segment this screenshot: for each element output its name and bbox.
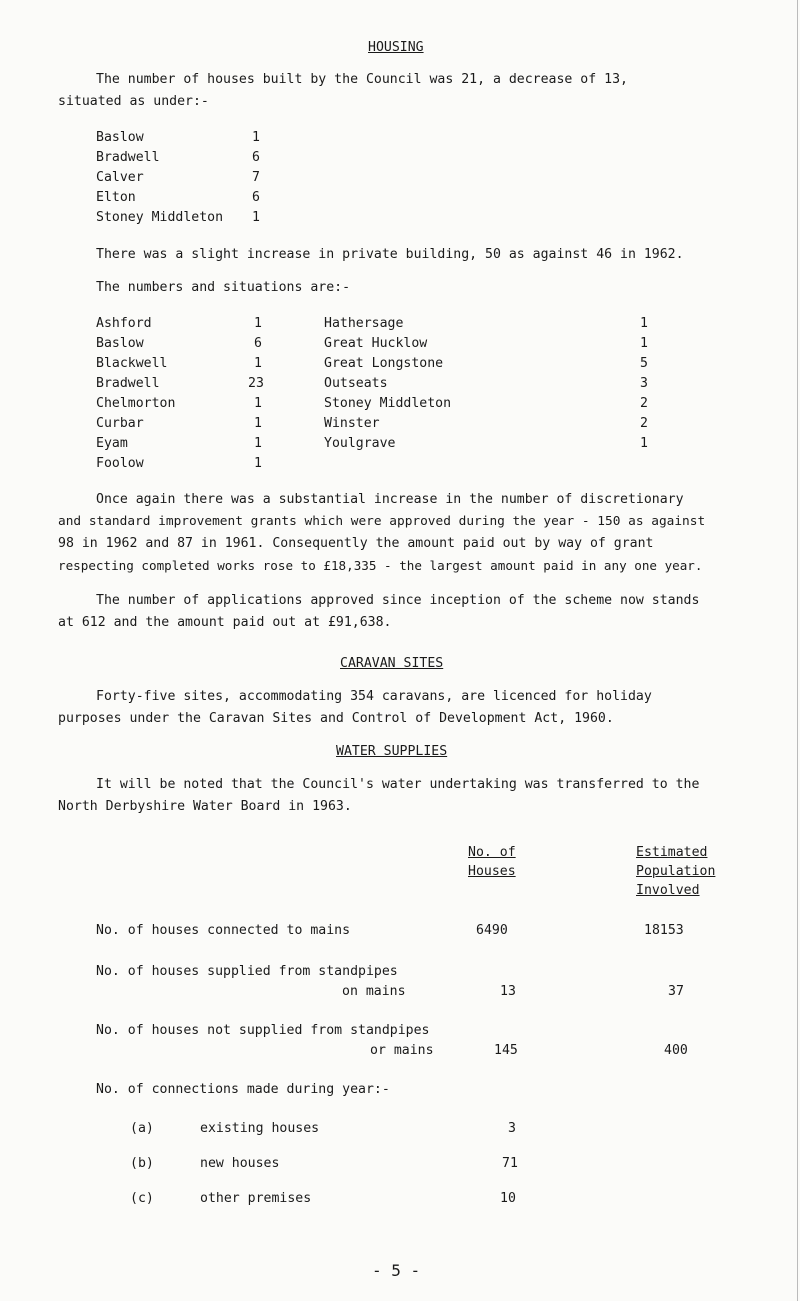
connection-key: (a)	[130, 1121, 154, 1136]
table-cell-pop: 18153	[644, 923, 684, 938]
connection-value: 71	[502, 1156, 518, 1171]
table-header-houses-1: No. of	[468, 845, 516, 860]
table-header-pop-1: Estimated	[636, 845, 708, 860]
table-cell-place: Baslow	[96, 336, 144, 351]
grants-line-4: respecting completed works rose to £18,335 - the largest amount paid in any one year.	[58, 558, 703, 573]
page-title: HOUSING	[368, 40, 424, 55]
connection-value: 3	[508, 1121, 516, 1136]
caravan-heading: CARAVAN SITES	[340, 656, 444, 671]
table-header-pop-2: Population	[636, 864, 716, 879]
table-cell-place: Ashford	[96, 316, 152, 331]
list-item-count: 1	[252, 210, 260, 225]
table-cell-pop: 400	[664, 1043, 688, 1058]
table-row-label-cont: or mains	[370, 1043, 434, 1058]
grants-line-1: Once again there was a substantial increase in the number of discretionary	[96, 492, 684, 507]
table-cell-count: 23	[248, 376, 264, 391]
table-cell-count: 1	[254, 396, 262, 411]
table-cell-place: Stoney Middleton	[324, 396, 452, 411]
table-header-houses-2: Houses	[468, 864, 516, 879]
table-cell-houses: 145	[494, 1043, 518, 1058]
scheme-line-1: The number of applications approved since inception of the scheme now stands	[96, 593, 700, 608]
table-cell-place: Chelmorton	[96, 396, 176, 411]
scheme-line-2: at 612 and the amount paid out at £91,638.	[58, 615, 392, 630]
caravan-line-1: Forty-five sites, accommodating 354 caravans, are licenced for holiday	[96, 689, 652, 704]
table-cell-count: 3	[640, 376, 648, 391]
table-cell-count: 1	[254, 356, 262, 371]
table-row-label: No. of houses supplied from standpipes	[96, 964, 398, 979]
table-cell-place: Youlgrave	[324, 436, 396, 451]
private-building-line: There was a slight increase in private building, 50 as against 46 in 1962.	[96, 247, 684, 262]
table-cell-count: 6	[254, 336, 262, 351]
grants-line-3: 98 in 1962 and 87 in 1961. Consequently the amount paid out by way of grant	[58, 536, 654, 551]
connection-key: (c)	[130, 1191, 154, 1206]
list-item-place: Baslow	[96, 130, 144, 145]
connection-label: new houses	[200, 1156, 280, 1171]
water-line-2: North Derbyshire Water Board in 1963.	[58, 799, 352, 814]
caravan-line-2: purposes under the Caravan Sites and Control of Development Act, 1960.	[58, 711, 614, 726]
table-cell-houses: 13	[500, 984, 516, 999]
table-cell-houses: 6490	[476, 923, 508, 938]
table-cell-count: 2	[640, 396, 648, 411]
table-cell-pop: 37	[668, 984, 684, 999]
water-heading: WATER SUPPLIES	[336, 744, 448, 759]
table-cell-count: 1	[254, 436, 262, 451]
list-item-place: Calver	[96, 170, 144, 185]
table-cell-place: Great Hucklow	[324, 336, 428, 351]
table-cell-place: Blackwell	[96, 356, 168, 371]
connection-label: existing houses	[200, 1121, 320, 1136]
table-cell-count: 2	[640, 416, 648, 431]
connection-label: other premises	[200, 1191, 312, 1206]
situations-intro: The numbers and situations are:-	[96, 280, 351, 295]
table-cell-count: 1	[254, 456, 262, 471]
table-cell-count: 5	[640, 356, 648, 371]
connection-key: (b)	[130, 1156, 154, 1171]
connection-value: 10	[500, 1191, 516, 1206]
list-item-place: Elton	[96, 190, 136, 205]
intro-line-1: The number of houses built by the Council was 21, a decrease of 13,	[96, 72, 628, 87]
table-cell-count: 1	[640, 336, 648, 351]
table-cell-place: Eyam	[96, 436, 128, 451]
water-line-1: It will be noted that the Council's water undertaking was transferred to the	[96, 777, 700, 792]
list-item-count: 7	[252, 170, 260, 185]
table-header-pop-3: Involved	[636, 883, 700, 898]
table-cell-count: 1	[254, 316, 262, 331]
list-item-count: 6	[252, 190, 260, 205]
connections-label: No. of connections made during year:-	[96, 1082, 390, 1097]
table-cell-count: 1	[640, 436, 648, 451]
page-edge-line	[797, 0, 798, 1301]
list-item-count: 6	[252, 150, 260, 165]
table-cell-place: Curbar	[96, 416, 144, 431]
table-cell-place: Outseats	[324, 376, 388, 391]
list-item-place: Stoney Middleton	[96, 210, 224, 225]
page-number: - 5 -	[372, 1261, 421, 1280]
grants-line-2: and standard improvement grants which were approved during the year - 150 as against	[58, 514, 706, 529]
table-cell-place: Winster	[324, 416, 380, 431]
table-cell-count: 1	[254, 416, 262, 431]
table-cell-place: Great Longstone	[324, 356, 444, 371]
table-row-label: No. of houses not supplied from standpipes	[96, 1023, 430, 1038]
table-row-label-cont: on mains	[342, 984, 406, 999]
table-row-label: No. of houses connected to mains	[96, 923, 351, 938]
table-cell-count: 1	[640, 316, 648, 331]
list-item-place: Bradwell	[96, 150, 160, 165]
table-cell-place: Hathersage	[324, 316, 404, 331]
table-cell-place: Bradwell	[96, 376, 160, 391]
intro-line-2: situated as under:-	[58, 94, 209, 109]
list-item-count: 1	[252, 130, 260, 145]
table-cell-place: Foolow	[96, 456, 144, 471]
